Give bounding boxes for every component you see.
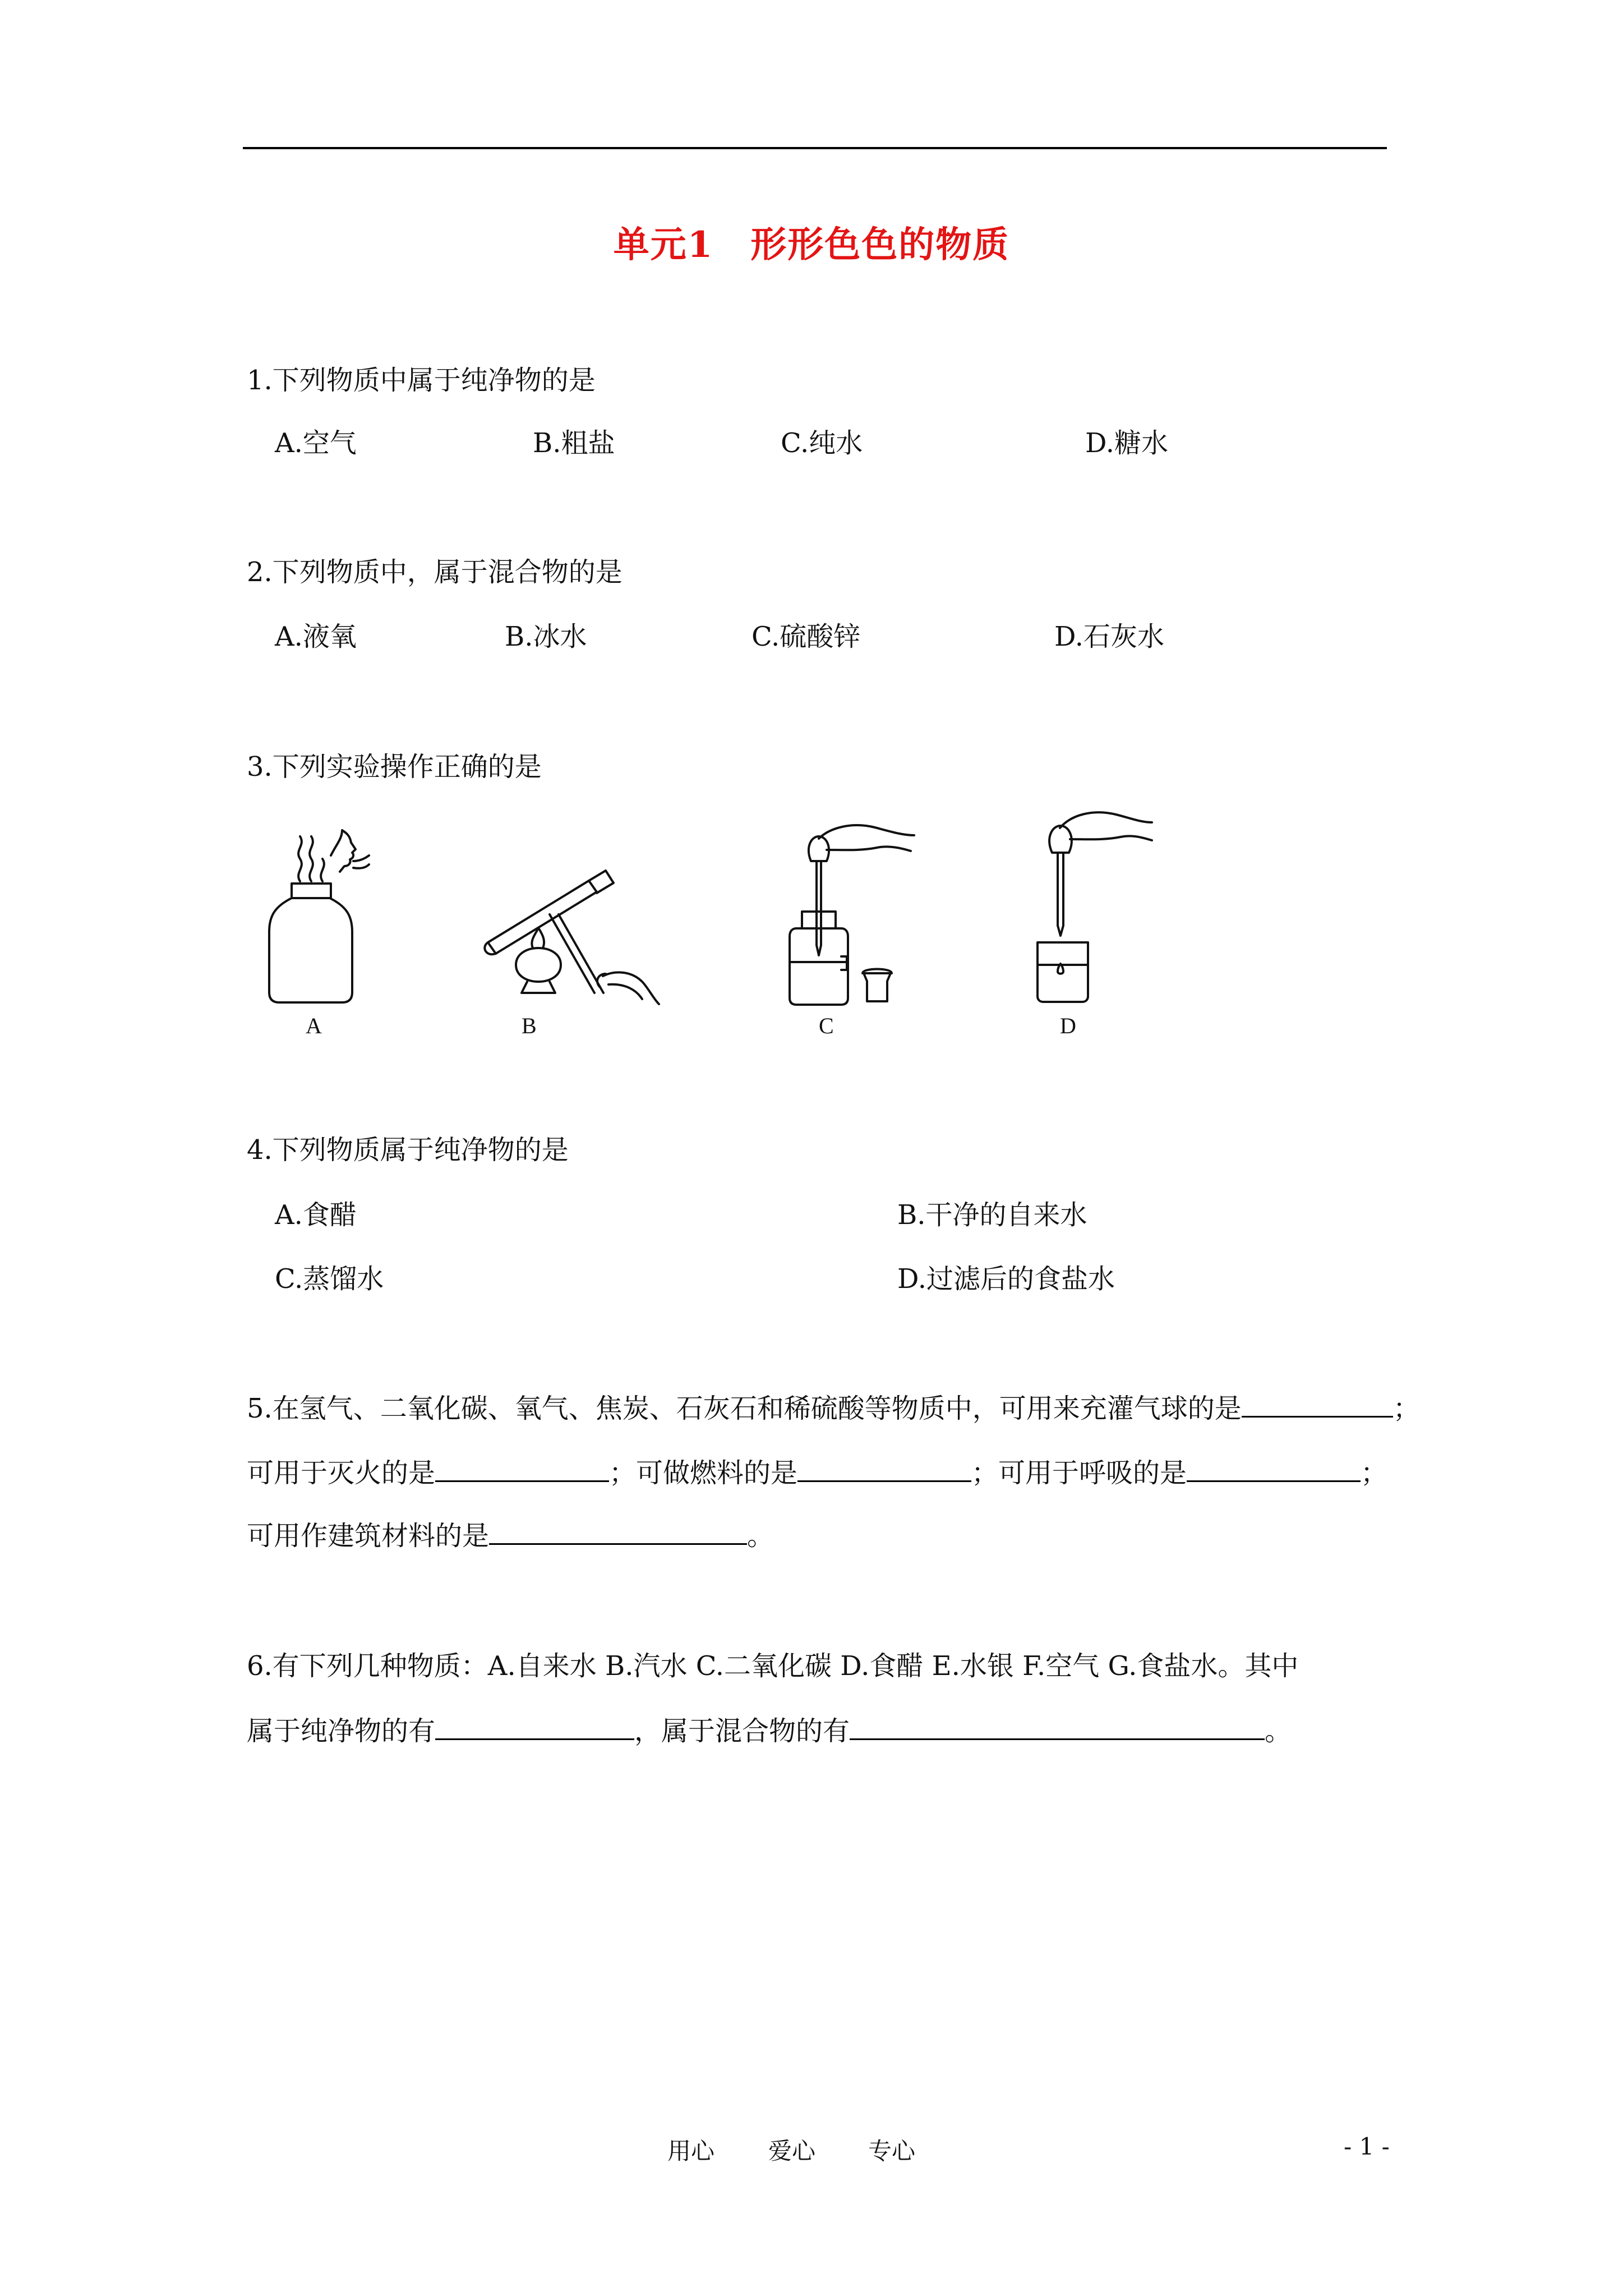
question-2-option-b: B.冰水	[505, 621, 587, 652]
dropper-over-beaker-icon	[1032, 802, 1155, 1004]
question-5-sep-3: 。	[747, 1520, 774, 1552]
question-5-text-3a: 可用作建筑材料的是	[247, 1520, 490, 1552]
dropper-in-bottle-icon	[774, 822, 920, 1007]
question-1-stem: 1.下列物质中属于纯净物的是	[247, 365, 596, 396]
heating-test-tube-icon	[482, 830, 662, 999]
question-4-option-d: D.过滤后的食盐水	[897, 1263, 1115, 1295]
question-4-stem: 4.下列物质属于纯净物的是	[247, 1134, 569, 1166]
question-5-line-3	[247, 1519, 774, 1553]
question-2-stem: 2.下列物质中，属于混合物的是	[247, 556, 623, 588]
question-6-text-2b: ，属于混合物的有	[634, 1715, 850, 1747]
question-6-line-1: 6.有下列几种物质：A.自来水 B.汽水 C.二氧化碳 D.食醋 E.水银 F.空气 G.食盐水。其中	[247, 1650, 1299, 1682]
question-1-option-a: A.空气	[275, 427, 357, 459]
question-4-option-c: C.蒸馏水	[275, 1263, 384, 1295]
answer-blank-mixture[interactable]	[850, 1714, 1265, 1740]
answer-blank-balloon[interactable]	[1242, 1391, 1393, 1418]
question-5-line-2	[247, 1456, 1387, 1490]
answer-blank-fuel[interactable]	[797, 1456, 971, 1482]
question-4-option-b: B.干净的自来水	[897, 1199, 1087, 1231]
question-1-option-b: B.粗盐	[533, 427, 615, 459]
question-2-option-d: D.石灰水	[1054, 621, 1165, 652]
question-5-sep-2: ；	[1361, 1457, 1388, 1489]
smelling-gas-icon	[269, 822, 370, 1007]
page-number: - 1 -	[1344, 2133, 1390, 2160]
figure-label-d: D	[1060, 1013, 1076, 1038]
answer-blank-building[interactable]	[489, 1519, 747, 1545]
question-5-sep-1: ；	[1393, 1393, 1420, 1424]
question-5-line-1	[247, 1391, 1420, 1425]
question-5-text-2a: 可用于灭火的是	[247, 1457, 436, 1489]
question-3-stem: 3.下列实验操作正确的是	[247, 751, 542, 783]
answer-blank-breathing[interactable]	[1187, 1456, 1361, 1482]
question-4-option-a: A.食醋	[275, 1199, 357, 1231]
question-5-text-1: 5.在氢气、二氧化碳、氧气、焦炭、石灰石和稀硫酸等物质中，可用来充灌气球的是	[247, 1393, 1242, 1424]
footer-motto-1: 用心	[667, 2137, 715, 2165]
header-rule	[243, 147, 1387, 149]
footer-motto-3: 专心	[868, 2137, 916, 2165]
footer-motto-2: 爱心	[768, 2137, 816, 2165]
question-2-option-c: C.硫酸锌	[751, 621, 861, 652]
figure-label-c: C	[819, 1013, 834, 1038]
page-title: 单元1 形形色色的物质	[613, 224, 1010, 266]
question-6-line-2	[247, 1714, 1292, 1748]
question-5-text-2c: ；可用于呼吸的是	[971, 1457, 1187, 1489]
figure-label-b: B	[522, 1013, 537, 1038]
question-1-option-d: D.糖水	[1085, 427, 1169, 459]
figure-label-a: A	[306, 1013, 322, 1038]
question-6-text-2a: 属于纯净物的有	[247, 1715, 436, 1747]
question-2-option-a: A.液氧	[275, 621, 357, 652]
question-5-text-2b: ；可做燃料的是	[609, 1457, 798, 1489]
question-1-option-c: C.纯水	[781, 427, 863, 459]
answer-blank-pure[interactable]	[435, 1714, 634, 1740]
answer-blank-fire[interactable]	[435, 1456, 609, 1482]
question-6-sep: 。	[1265, 1715, 1292, 1747]
